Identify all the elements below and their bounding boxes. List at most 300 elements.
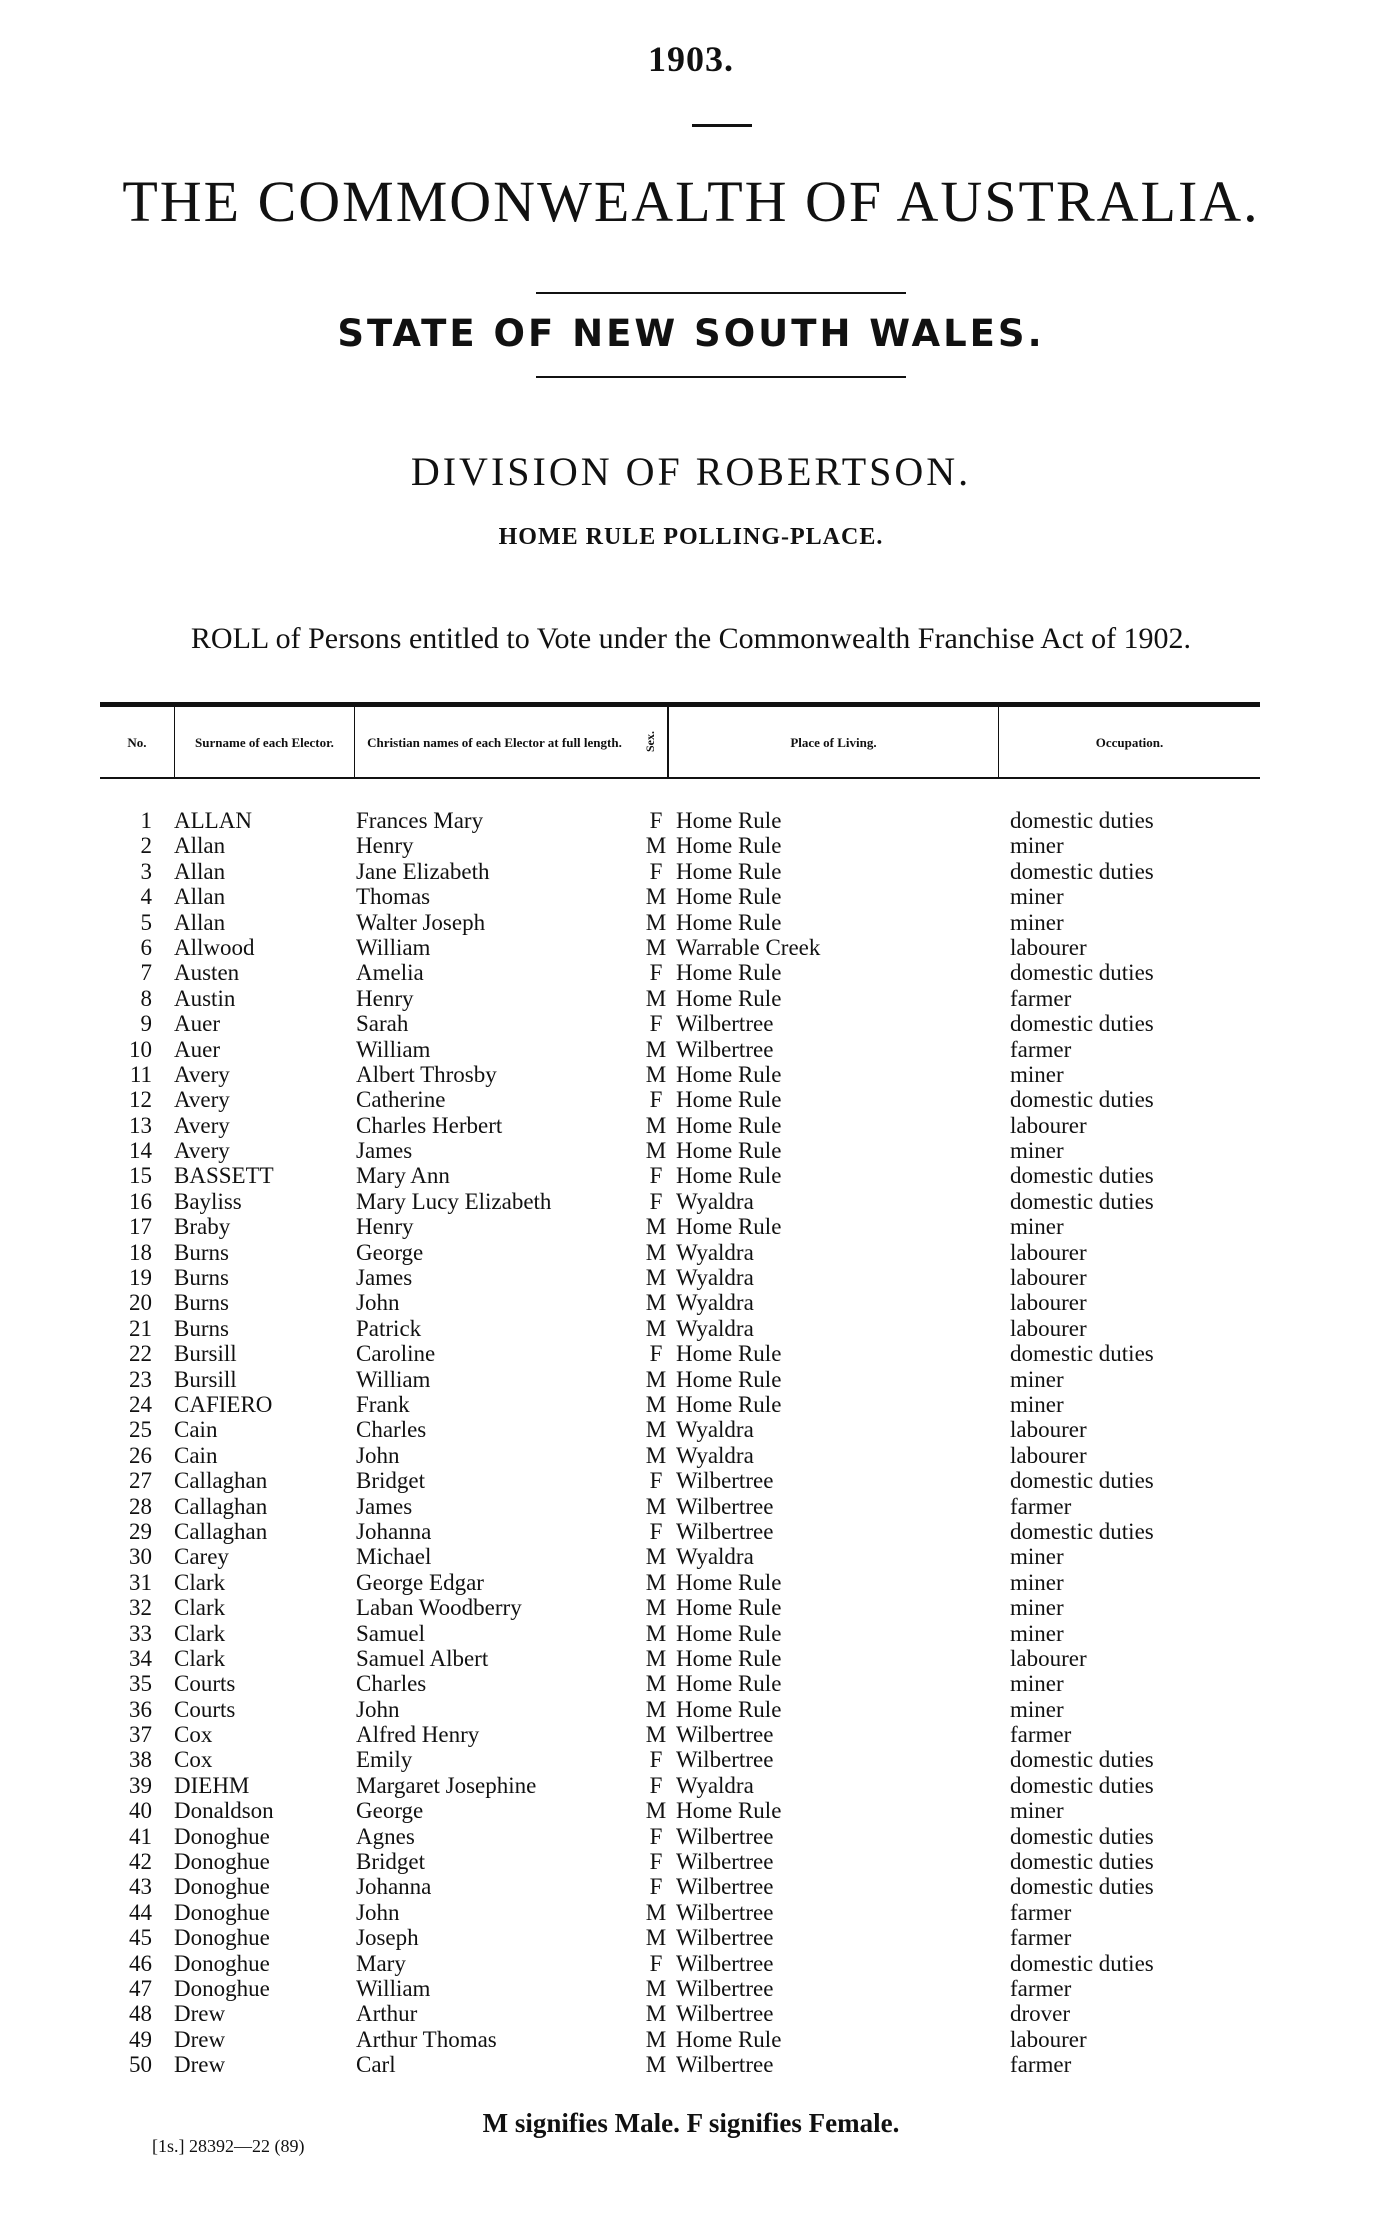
elector-sex: M: [645, 1899, 667, 1925]
elector-place: Home Rule: [676, 909, 782, 935]
elector-sex: M: [645, 1417, 667, 1443]
elector-occupation: miner: [1010, 1391, 1064, 1417]
elector-surname: Drew: [174, 2026, 226, 2052]
document-title: THE COMMONWEALTH OF AUSTRALIA.: [122, 169, 1260, 234]
elector-sex: F: [649, 1849, 663, 1875]
elector-christian-names: Emily: [356, 1747, 413, 1773]
elector-christian-names: Patrick: [356, 1315, 422, 1341]
column-header-christian-names: Christian names of each Elector at full length.: [354, 707, 634, 777]
elector-number: 47: [129, 1975, 152, 2001]
elector-occupation: domestic duties: [1010, 1747, 1154, 1773]
elector-christian-names: Henry: [356, 985, 414, 1011]
elector-place: Wilbertree: [676, 1747, 774, 1773]
elector-surname: Avery: [174, 1061, 230, 1087]
state-rule-top: [536, 292, 906, 294]
elector-occupation: miner: [1010, 1569, 1064, 1595]
column-header-number: No.: [127, 734, 147, 750]
elector-place: Home Rule: [676, 1391, 782, 1417]
elector-christian-names: Amelia: [356, 960, 424, 986]
elector-place: Warrable Creek: [676, 934, 821, 960]
roll-table-body: [100, 808, 1260, 2078]
column-header-place: Place of Living.: [668, 707, 998, 777]
column-header-sex: Sex.: [634, 707, 668, 777]
elector-sex: F: [649, 1011, 663, 1037]
elector-christian-names: Mary Ann: [356, 1163, 450, 1189]
elector-christian-names: William: [356, 1975, 431, 2001]
elector-occupation: labourer: [1010, 1417, 1087, 1443]
elector-surname: Avery: [174, 1112, 230, 1138]
elector-number: 2: [140, 833, 152, 859]
elector-place: Wilbertree: [676, 1493, 774, 1519]
table-row: [100, 2052, 1260, 2077]
table-row: [100, 935, 1260, 960]
elector-christian-names: George: [356, 1239, 424, 1265]
elector-christian-names: James: [356, 1265, 413, 1291]
elector-sex: M: [645, 1442, 667, 1468]
roll-title: ROLL of Persons entitled to Vote under the Commonwealth Franchise Act of 1902.: [190, 622, 1192, 655]
elector-christian-names: Caroline: [356, 1341, 436, 1367]
elector-sex: M: [645, 1265, 667, 1291]
table-row: [100, 1621, 1260, 1646]
elector-christian-names: Arthur Thomas: [356, 2026, 497, 2052]
elector-occupation: domestic duties: [1010, 1849, 1154, 1875]
elector-christian-names: Bridget: [356, 1468, 425, 1494]
elector-surname: Braby: [174, 1214, 231, 1240]
roll-table-header: [100, 702, 1260, 779]
elector-number: 40: [129, 1798, 152, 1824]
elector-number: 29: [129, 1518, 152, 1544]
elector-number: 3: [140, 858, 152, 884]
table-row: [100, 1163, 1260, 1188]
elector-christian-names: Margaret Josephine: [356, 1772, 537, 1798]
elector-sex: M: [645, 1722, 667, 1748]
elector-number: 5: [140, 909, 152, 935]
table-row: [100, 1671, 1260, 1696]
elector-christian-names: Sarah: [356, 1011, 409, 1037]
elector-sex: M: [645, 2001, 667, 2027]
elector-christian-names: Thomas: [356, 884, 431, 910]
elector-surname: Allan: [174, 884, 226, 910]
elector-number: 20: [129, 1290, 152, 1316]
table-row: [100, 960, 1260, 985]
elector-occupation: miner: [1010, 1696, 1064, 1722]
elector-place: Wyaldra: [676, 1239, 754, 1265]
elector-place: Wilbertree: [676, 1823, 774, 1849]
state-heading: STATE OF NEW SOUTH WALES.: [337, 312, 1045, 355]
table-row: [100, 1925, 1260, 1950]
elector-place: Home Rule: [676, 1163, 782, 1189]
elector-number: 18: [129, 1239, 152, 1265]
table-row: [100, 1443, 1260, 1468]
elector-place: Wyaldra: [676, 1417, 754, 1443]
elector-place: Wilbertree: [676, 2001, 774, 2027]
elector-surname: Avery: [174, 1087, 230, 1113]
table-row: [100, 1976, 1260, 2001]
elector-number: 49: [129, 2026, 152, 2052]
elector-place: Home Rule: [676, 2026, 782, 2052]
elector-surname: Allan: [174, 909, 226, 935]
elector-surname: Bayliss: [174, 1188, 242, 1214]
table-row: [100, 833, 1260, 858]
elector-place: Wilbertree: [676, 1468, 774, 1494]
elector-number: 13: [129, 1112, 152, 1138]
elector-occupation: labourer: [1010, 1290, 1087, 1316]
sex-legend: M signifies Male. F signifies Female.: [482, 2108, 900, 2138]
elector-place: Home Rule: [676, 985, 782, 1011]
elector-occupation: miner: [1010, 833, 1064, 859]
elector-occupation: miner: [1010, 884, 1064, 910]
elector-sex: F: [649, 1874, 663, 1900]
elector-surname: Carey: [174, 1544, 229, 1570]
elector-place: Wyaldra: [676, 1265, 754, 1291]
elector-christian-names: Charles: [356, 1417, 427, 1443]
state-rule-bottom: [536, 376, 906, 378]
elector-occupation: domestic duties: [1010, 1823, 1154, 1849]
elector-place: Wyaldra: [676, 1442, 754, 1468]
table-row: [100, 1214, 1260, 1239]
elector-place: Home Rule: [676, 960, 782, 986]
elector-surname: Bursill: [174, 1366, 237, 1392]
elector-surname: Donoghue: [174, 1899, 270, 1925]
elector-place: Home Rule: [676, 1061, 782, 1087]
elector-sex: M: [645, 985, 667, 1011]
elector-sex: F: [649, 1468, 663, 1494]
elector-occupation: farmer: [1010, 1493, 1072, 1519]
elector-place: Home Rule: [676, 1620, 782, 1646]
elector-place: Wilbertree: [676, 1011, 774, 1037]
elector-christian-names: Charles Herbert: [356, 1112, 503, 1138]
elector-christian-names: James: [356, 1138, 413, 1164]
elector-occupation: miner: [1010, 1214, 1064, 1240]
elector-sex: M: [645, 1493, 667, 1519]
elector-sex: M: [645, 1645, 667, 1671]
elector-surname: Donoghue: [174, 1950, 270, 1976]
elector-number: 43: [129, 1874, 152, 1900]
elector-occupation: miner: [1010, 1138, 1064, 1164]
elector-sex: M: [645, 1975, 667, 2001]
elector-christian-names: Mary Lucy Elizabeth: [356, 1188, 552, 1214]
elector-place: Wyaldra: [676, 1290, 754, 1316]
elector-place: Wilbertree: [676, 1950, 774, 1976]
elector-place: Home Rule: [676, 833, 782, 859]
elector-occupation: farmer: [1010, 1899, 1072, 1925]
elector-place: Wilbertree: [676, 1874, 774, 1900]
elector-place: Wilbertree: [676, 1899, 774, 1925]
elector-surname: Clark: [174, 1569, 226, 1595]
elector-sex: M: [645, 1671, 667, 1697]
elector-sex: M: [645, 1290, 667, 1316]
elector-surname: Allan: [174, 833, 226, 859]
elector-place: Wilbertree: [676, 1722, 774, 1748]
elector-surname: Cox: [174, 1722, 213, 1748]
elector-sex: M: [645, 1595, 667, 1621]
elector-surname: Callaghan: [174, 1493, 268, 1519]
table-row: [100, 884, 1260, 909]
table-row: [100, 1087, 1260, 1112]
elector-place: Home Rule: [676, 808, 782, 833]
elector-place: Wilbertree: [676, 1849, 774, 1875]
elector-surname: Donoghue: [174, 1874, 270, 1900]
elector-place: Home Rule: [676, 1645, 782, 1671]
elector-sex: M: [645, 2026, 667, 2052]
elector-occupation: domestic duties: [1010, 1087, 1154, 1113]
elector-number: 48: [129, 2001, 152, 2027]
elector-occupation: labourer: [1010, 1239, 1087, 1265]
elector-sex: F: [649, 808, 663, 833]
elector-place: Home Rule: [676, 1696, 782, 1722]
elector-number: 37: [129, 1722, 152, 1748]
elector-occupation: farmer: [1010, 2052, 1072, 2078]
year-divider: [692, 124, 752, 127]
elector-occupation: labourer: [1010, 1315, 1087, 1341]
elector-number: 27: [129, 1468, 152, 1494]
elector-place: Home Rule: [676, 1366, 782, 1392]
elector-sex: F: [649, 1772, 663, 1798]
elector-surname: Burns: [174, 1290, 229, 1316]
elector-number: 9: [140, 1011, 152, 1037]
elector-occupation: miner: [1010, 1061, 1064, 1087]
elector-occupation: domestic duties: [1010, 1518, 1154, 1544]
elector-number: 38: [129, 1747, 152, 1773]
elector-christian-names: Catherine: [356, 1087, 446, 1113]
table-row: [100, 1113, 1260, 1138]
elector-christian-names: Henry: [356, 1214, 414, 1240]
elector-place: Wyaldra: [676, 1315, 754, 1341]
elector-occupation: labourer: [1010, 934, 1087, 960]
elector-number: 44: [129, 1899, 152, 1925]
elector-number: 26: [129, 1442, 152, 1468]
elector-surname: Cox: [174, 1747, 213, 1773]
elector-occupation: farmer: [1010, 1036, 1072, 1062]
elector-sex: M: [645, 1391, 667, 1417]
elector-christian-names: William: [356, 1366, 431, 1392]
table-row: [100, 1773, 1260, 1798]
elector-occupation: farmer: [1010, 1975, 1072, 2001]
elector-christian-names: Bridget: [356, 1849, 425, 1875]
elector-sex: F: [649, 1163, 663, 1189]
elector-surname: Avery: [174, 1138, 230, 1164]
elector-christian-names: John: [356, 1290, 400, 1316]
table-row: [100, 1951, 1260, 1976]
elector-sex: M: [645, 1696, 667, 1722]
elector-christian-names: Agnes: [356, 1823, 415, 1849]
elector-number: 17: [129, 1214, 152, 1240]
elector-occupation: miner: [1010, 1366, 1064, 1392]
elector-occupation: miner: [1010, 1798, 1064, 1824]
elector-place: Home Rule: [676, 1087, 782, 1113]
elector-sex: M: [645, 1138, 667, 1164]
elector-occupation: farmer: [1010, 1722, 1072, 1748]
elector-sex: F: [649, 1747, 663, 1773]
elector-surname: Auer: [174, 1036, 220, 1062]
table-row: [100, 1722, 1260, 1747]
table-row: [100, 1824, 1260, 1849]
polling-place-heading: HOME RULE POLLING-PLACE.: [498, 524, 884, 550]
elector-number: 50: [129, 2052, 152, 2078]
elector-occupation: farmer: [1010, 985, 1072, 1011]
table-row: [100, 1595, 1260, 1620]
elector-sex: M: [645, 909, 667, 935]
elector-surname: Drew: [174, 2052, 226, 2078]
elector-sex: F: [649, 1341, 663, 1367]
elector-occupation: miner: [1010, 909, 1064, 935]
elector-occupation: domestic duties: [1010, 808, 1154, 833]
elector-christian-names: Mary: [356, 1950, 406, 1976]
table-row: [100, 1290, 1260, 1315]
elector-sex: F: [649, 960, 663, 986]
elector-place: Home Rule: [676, 884, 782, 910]
elector-surname: ALLAN: [174, 808, 252, 833]
elector-number: 1: [140, 808, 152, 833]
elector-number: 6: [140, 934, 152, 960]
elector-place: Wilbertree: [676, 1036, 774, 1062]
elector-christian-names: John: [356, 1696, 400, 1722]
elector-surname: Donoghue: [174, 1823, 270, 1849]
elector-surname: Donaldson: [174, 1798, 274, 1824]
elector-occupation: domestic duties: [1010, 1950, 1154, 1976]
elector-occupation: domestic duties: [1010, 1163, 1154, 1189]
elector-surname: BASSETT: [174, 1163, 274, 1189]
division-heading: DIVISION OF ROBERTSON.: [410, 449, 972, 494]
column-header-surname: Surname of each Elector.: [174, 707, 354, 777]
elector-number: 28: [129, 1493, 152, 1519]
elector-sex: M: [645, 1214, 667, 1240]
elector-number: 7: [140, 960, 152, 986]
table-row: [100, 1138, 1260, 1163]
elector-occupation: domestic duties: [1010, 1341, 1154, 1367]
elector-place: Home Rule: [676, 1112, 782, 1138]
table-row: [100, 1798, 1260, 1823]
table-row: [100, 986, 1260, 1011]
table-row: [100, 1849, 1260, 1874]
table-row: [100, 1544, 1260, 1569]
elector-occupation: domestic duties: [1010, 1011, 1154, 1037]
elector-surname: Donoghue: [174, 1849, 270, 1875]
table-row: [100, 1417, 1260, 1442]
elector-surname: Cain: [174, 1417, 218, 1443]
table-row: [100, 1341, 1260, 1366]
elector-christian-names: John: [356, 1442, 400, 1468]
elector-surname: Clark: [174, 1620, 226, 1646]
elector-number: 10: [129, 1036, 152, 1062]
elector-number: 34: [129, 1645, 152, 1671]
table-row: [100, 1747, 1260, 1772]
elector-christian-names: Frank: [356, 1391, 410, 1417]
elector-number: 32: [129, 1595, 152, 1621]
elector-surname: Drew: [174, 2001, 226, 2027]
table-row: [100, 2001, 1260, 2026]
elector-sex: M: [645, 1315, 667, 1341]
elector-number: 41: [129, 1823, 152, 1849]
table-row: [100, 1316, 1260, 1341]
elector-occupation: labourer: [1010, 2026, 1087, 2052]
elector-place: Home Rule: [676, 1341, 782, 1367]
elector-christian-names: James: [356, 1493, 413, 1519]
elector-number: 19: [129, 1265, 152, 1291]
elector-sex: F: [649, 1823, 663, 1849]
year-heading: 1903.: [648, 39, 734, 79]
elector-sex: M: [645, 833, 667, 859]
elector-christian-names: Samuel Albert: [356, 1645, 489, 1671]
elector-number: 12: [129, 1087, 152, 1113]
elector-christian-names: William: [356, 1036, 431, 1062]
elector-number: 11: [129, 1061, 152, 1087]
elector-surname: Courts: [174, 1671, 236, 1697]
elector-number: 8: [140, 985, 152, 1011]
elector-sex: M: [645, 1798, 667, 1824]
elector-sex: M: [645, 1239, 667, 1265]
table-row: [100, 1037, 1260, 1062]
table-row: [100, 1646, 1260, 1671]
elector-sex: F: [649, 1087, 663, 1113]
column-header-occupation: Occupation.: [998, 707, 1260, 777]
elector-sex: M: [645, 1061, 667, 1087]
elector-place: Home Rule: [676, 1138, 782, 1164]
elector-number: 35: [129, 1671, 152, 1697]
table-row: [100, 1519, 1260, 1544]
elector-sex: M: [645, 1036, 667, 1062]
table-row: [100, 1468, 1260, 1493]
elector-surname: Burns: [174, 1265, 229, 1291]
elector-surname: Callaghan: [174, 1518, 268, 1544]
elector-christian-names: Johanna: [356, 1874, 432, 1900]
elector-christian-names: Jane Elizabeth: [356, 858, 490, 884]
table-row: [100, 2027, 1260, 2052]
elector-occupation: miner: [1010, 1620, 1064, 1646]
elector-christian-names: William: [356, 934, 431, 960]
elector-surname: DIEHM: [174, 1772, 250, 1798]
elector-number: 25: [129, 1417, 152, 1443]
elector-christian-names: Michael: [356, 1544, 432, 1570]
elector-sex: M: [645, 1112, 667, 1138]
elector-christian-names: Laban Woodberry: [356, 1595, 522, 1621]
elector-number: 31: [129, 1569, 152, 1595]
elector-surname: Donoghue: [174, 1975, 270, 2001]
elector-occupation: domestic duties: [1010, 1468, 1154, 1494]
elector-number: 33: [129, 1620, 152, 1646]
table-row: [100, 808, 1260, 833]
elector-christian-names: Henry: [356, 833, 414, 859]
elector-christian-names: Samuel: [356, 1620, 425, 1646]
elector-number: 21: [129, 1315, 152, 1341]
table-row: [100, 1392, 1260, 1417]
elector-surname: Bursill: [174, 1341, 237, 1367]
table-row: [100, 1011, 1260, 1036]
elector-sex: F: [649, 858, 663, 884]
elector-surname: Allan: [174, 858, 226, 884]
elector-place: Home Rule: [676, 1671, 782, 1697]
table-row: [100, 1494, 1260, 1519]
elector-christian-names: Carl: [356, 2052, 396, 2078]
elector-surname: Austen: [174, 960, 240, 986]
elector-number: 36: [129, 1696, 152, 1722]
elector-sex: M: [645, 884, 667, 910]
elector-place: Home Rule: [676, 858, 782, 884]
elector-christian-names: Joseph: [356, 1925, 419, 1951]
table-row: [100, 1240, 1260, 1265]
elector-sex: F: [649, 1188, 663, 1214]
print-reference: [1s.] 28392—22 (89): [152, 2136, 305, 2156]
elector-sex: M: [645, 1366, 667, 1392]
elector-place: Wyaldra: [676, 1772, 754, 1798]
elector-christian-names: John: [356, 1899, 400, 1925]
elector-occupation: farmer: [1010, 1925, 1072, 1951]
elector-surname: Burns: [174, 1315, 229, 1341]
elector-surname: Austin: [174, 985, 236, 1011]
elector-sex: M: [645, 1569, 667, 1595]
table-row: [100, 910, 1260, 935]
elector-surname: CAFIERO: [174, 1391, 273, 1417]
